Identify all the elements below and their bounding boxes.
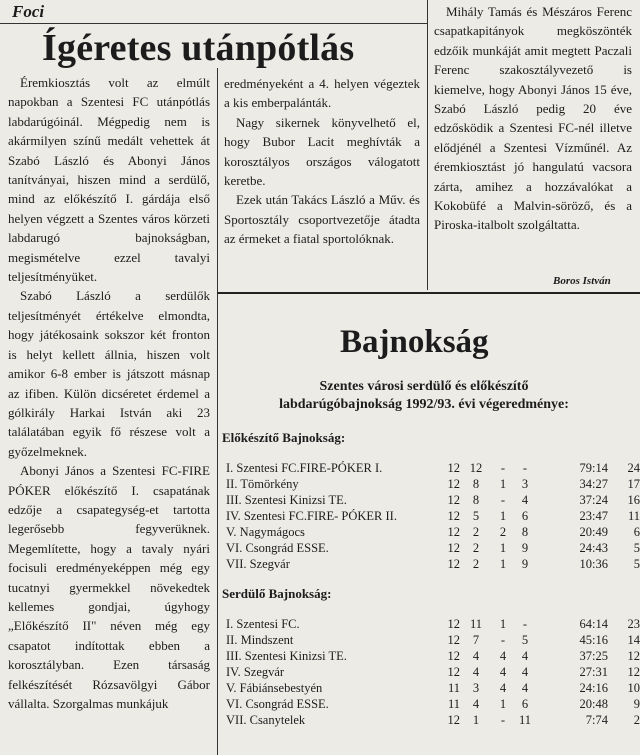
points-cell: 6: [633, 525, 640, 539]
table-row: [226, 556, 640, 572]
losses-cell: 4: [521, 665, 529, 679]
table-row: [226, 696, 640, 712]
goals-cell: 10:36: [579, 557, 608, 571]
paragraph: Éremkiosztás volt az elmúlt napokban a Szentesi FC utánpótlás labdarúgóinál. Mégpedig nem is akármilyen színű medált vehettek át Szabó László és Abonyi János tanítványai, hiszen mind a serdülő, mind az előkészítő I. gárdája első helyen végzett a Szentes város körzeti labdarugó bajnokságban, megismételve ezzel tavalyi teljesítményüket.: [8, 75, 210, 285]
team-name-cell: IV. Szentesi FC.FIRE- PÓKER II.: [226, 509, 397, 523]
draws-cell: 1: [499, 557, 507, 571]
losses-cell: 9: [521, 541, 529, 555]
losses-cell: 6: [521, 509, 529, 523]
paragraph: Ezek után Takács László a Műv. és Sportosztály csoportvezetője átadta az érmeket a fiatal sportolóknak.: [224, 192, 420, 247]
draws-cell: -: [500, 461, 506, 475]
draws-cell: 1: [499, 617, 507, 631]
goals-cell: 20:48: [579, 697, 608, 711]
played-cell: 11: [447, 697, 460, 711]
losses-cell: -: [522, 617, 528, 631]
draws-cell: 4: [499, 681, 507, 695]
wins-cell: 12: [469, 461, 483, 475]
section-label: Foci: [12, 2, 45, 21]
table-row: [226, 712, 640, 728]
team-name-cell: IV. Szegvár: [226, 665, 285, 679]
team-name-cell: I. Szentesi FC.: [226, 617, 300, 631]
played-cell: 12: [447, 713, 460, 727]
played-cell: 12: [447, 477, 460, 491]
played-cell: 12: [447, 633, 460, 647]
losses-cell: 4: [521, 649, 529, 663]
draws-cell: -: [500, 493, 506, 507]
team-name-cell: I. Szentesi FC.FIRE-PÓKER I.: [226, 461, 383, 475]
paragraph: Szabó László a serdülők teljesítményét értékelve elmondta, hogy játékosaink sokszor két fronton is helyt kellett állnia, hiszen volt amikor 6-8 ember is játszott másnap az ifiben. Külön dicséretet érdemel a gólkirály Harkai István aki 23 találatában egyik fő részese volt a győzelmeknek.: [8, 288, 210, 459]
draws-cell: -: [500, 713, 506, 727]
played-cell: 12: [447, 617, 460, 631]
table-row: [226, 476, 640, 492]
losses-cell: 8: [521, 525, 529, 539]
losses-cell: 6: [521, 697, 529, 711]
wins-cell: 2: [472, 541, 480, 555]
table-row: [226, 540, 640, 556]
wins-cell: 8: [472, 477, 480, 491]
goals-cell: 64:14: [579, 617, 608, 631]
team-name-cell: V. Nagymágocs: [226, 525, 305, 539]
goals-cell: 34:27: [579, 477, 608, 491]
losses-cell: 9: [521, 557, 529, 571]
table-row: [226, 648, 640, 664]
points-cell: 10: [627, 681, 640, 695]
goals-cell: 24:43: [579, 541, 608, 555]
paragraph: Mihály Tamás és Mészáros Ferenc csapatkapitányok megköszönték edzőik munkáját amit megtett Paczali Ferenc szakosztályvezető is kiemelve, hogy Abonyi János 15 éve, Szabó László pedig 20 éve edzősködik a Szentesi FC-nél illetve elődjénél a Szentesi Vízműnél. Az éremkiosztást jó hangulatú vacsora zárta, amihez a hozzávalókat a Kokobüfé a Malvin-söröző, és a Piroska-italbolt szolgáltatta.: [434, 4, 632, 233]
losses-cell: 4: [521, 493, 529, 507]
wins-cell: 11: [469, 617, 483, 631]
league-heading: Serdülő Bajnokság:: [222, 586, 332, 601]
wins-cell: 4: [472, 665, 480, 679]
wins-cell: 8: [472, 493, 480, 507]
standings-rule: [217, 292, 640, 294]
losses-cell: 4: [521, 681, 529, 695]
points-cell: 12: [627, 665, 640, 679]
standings-subtitle-1: Szentes városi serdülő és előkészítő: [319, 379, 529, 394]
team-name-cell: III. Szentesi Kinizsi TE.: [226, 493, 347, 507]
draws-cell: 1: [499, 541, 507, 555]
losses-cell: -: [522, 461, 528, 475]
table-row: [226, 524, 640, 540]
goals-cell: 24:16: [579, 681, 608, 695]
author-signature: Boros István: [553, 275, 611, 287]
column-rule-left: [217, 68, 218, 755]
goals-cell: 20:49: [579, 525, 608, 539]
wins-cell: 3: [472, 681, 480, 695]
draws-cell: 1: [499, 697, 507, 711]
points-cell: 11: [627, 509, 640, 523]
team-name-cell: V. Fábiánsebestyén: [226, 681, 323, 695]
team-name-cell: II. Tömörkény: [226, 477, 299, 491]
table-row: [226, 664, 640, 680]
draws-cell: 2: [499, 525, 507, 539]
played-cell: 12: [447, 461, 460, 475]
table-row: [226, 460, 640, 476]
played-cell: 12: [447, 541, 460, 555]
wins-cell: 2: [472, 557, 480, 571]
paragraph: Nagy sikernek könyvelhető el, hogy Bubor Lacit meghívták a korosztályos országos válogatott keretbe.: [224, 114, 420, 189]
table-row: [226, 680, 640, 696]
article-column-3: [434, 2, 632, 235]
points-cell: 5: [633, 557, 640, 571]
team-name-cell: VII. Csanytelek: [226, 713, 306, 727]
headline: Ígéretes utánpótlás: [42, 27, 355, 69]
goals-cell: 7:74: [585, 713, 608, 727]
draws-cell: 1: [499, 509, 507, 523]
played-cell: 12: [447, 649, 460, 663]
goals-cell: 23:47: [579, 509, 608, 523]
played-cell: 12: [447, 665, 460, 679]
points-cell: 12: [627, 649, 640, 663]
team-name-cell: VI. Csongrád ESSE.: [226, 697, 329, 711]
column-rule-right: [427, 0, 428, 290]
team-name-cell: VI. Csongrád ESSE.: [226, 541, 329, 555]
points-cell: 5: [633, 541, 640, 555]
table-row: [226, 632, 640, 648]
section-rule: [0, 23, 427, 24]
team-name-cell: II. Mindszent: [226, 633, 294, 647]
article-column-2: [224, 74, 420, 249]
points-cell: 24: [627, 461, 640, 475]
draws-cell: -: [500, 633, 506, 647]
points-cell: 23: [627, 617, 640, 631]
draws-cell: 4: [499, 649, 507, 663]
wins-cell: 5: [472, 509, 480, 523]
table-row: [226, 508, 640, 524]
losses-cell: 5: [521, 633, 529, 647]
draws-cell: 1: [499, 477, 507, 491]
wins-cell: 2: [472, 525, 480, 539]
points-cell: 16: [627, 493, 640, 507]
goals-cell: 79:14: [579, 461, 608, 475]
wins-cell: 4: [472, 697, 480, 711]
losses-cell: 3: [521, 477, 529, 491]
standings-subtitle-2: labdarúgóbajnokság 1992/93. évi végeredménye:: [279, 397, 569, 412]
standings-title: Bajnokság: [340, 324, 489, 360]
wins-cell: 7: [472, 633, 480, 647]
standings-table-elokeszito: [226, 460, 640, 572]
points-cell: 9: [633, 697, 640, 711]
points-cell: 14: [627, 633, 640, 647]
goals-cell: 37:24: [579, 493, 608, 507]
goals-cell: 45:16: [579, 633, 608, 647]
played-cell: 11: [447, 681, 460, 695]
wins-cell: 1: [472, 713, 480, 727]
paragraph: Abonyi János a Szentesi FC-FIRE PÓKER előkészítő I. csapatának edzője a csapategység-et tartotta legerősebb fegyverüknek. Megemlítette, hogy a tavaly nyári focisuli eredményeképpen még egy tucatnyi gyermekkel növekedtek kellemes gondjai, úgyhogy „Előkészítő II" néven még egy csapatot indítottak ebben a korosztályban. Ezen társaság felkészítését Rózsavölgyi Gábor vállalta. Szorgalmas munkájuk: [8, 463, 210, 711]
played-cell: 12: [447, 557, 460, 571]
standings-table-serdulo: [226, 616, 640, 728]
played-cell: 12: [447, 509, 460, 523]
team-name-cell: III. Szentesi Kinizsi TE.: [226, 649, 347, 663]
points-cell: 2: [633, 713, 640, 727]
paragraph: eredményeként a 4. helyen végeztek a kis emberpalánták.: [224, 76, 420, 111]
article-column-1: [8, 73, 210, 713]
losses-cell: 11: [518, 713, 532, 727]
table-row: [226, 492, 640, 508]
wins-cell: 4: [472, 649, 480, 663]
points-cell: 17: [627, 477, 640, 491]
team-name-cell: VII. Szegvár: [226, 557, 290, 571]
played-cell: 12: [447, 525, 460, 539]
table-row: [226, 616, 640, 632]
goals-cell: 37:25: [579, 649, 608, 663]
league-heading: Előkészítő Bajnokság:: [222, 430, 346, 445]
goals-cell: 27:31: [579, 665, 608, 679]
played-cell: 12: [447, 493, 460, 507]
draws-cell: 4: [499, 665, 507, 679]
